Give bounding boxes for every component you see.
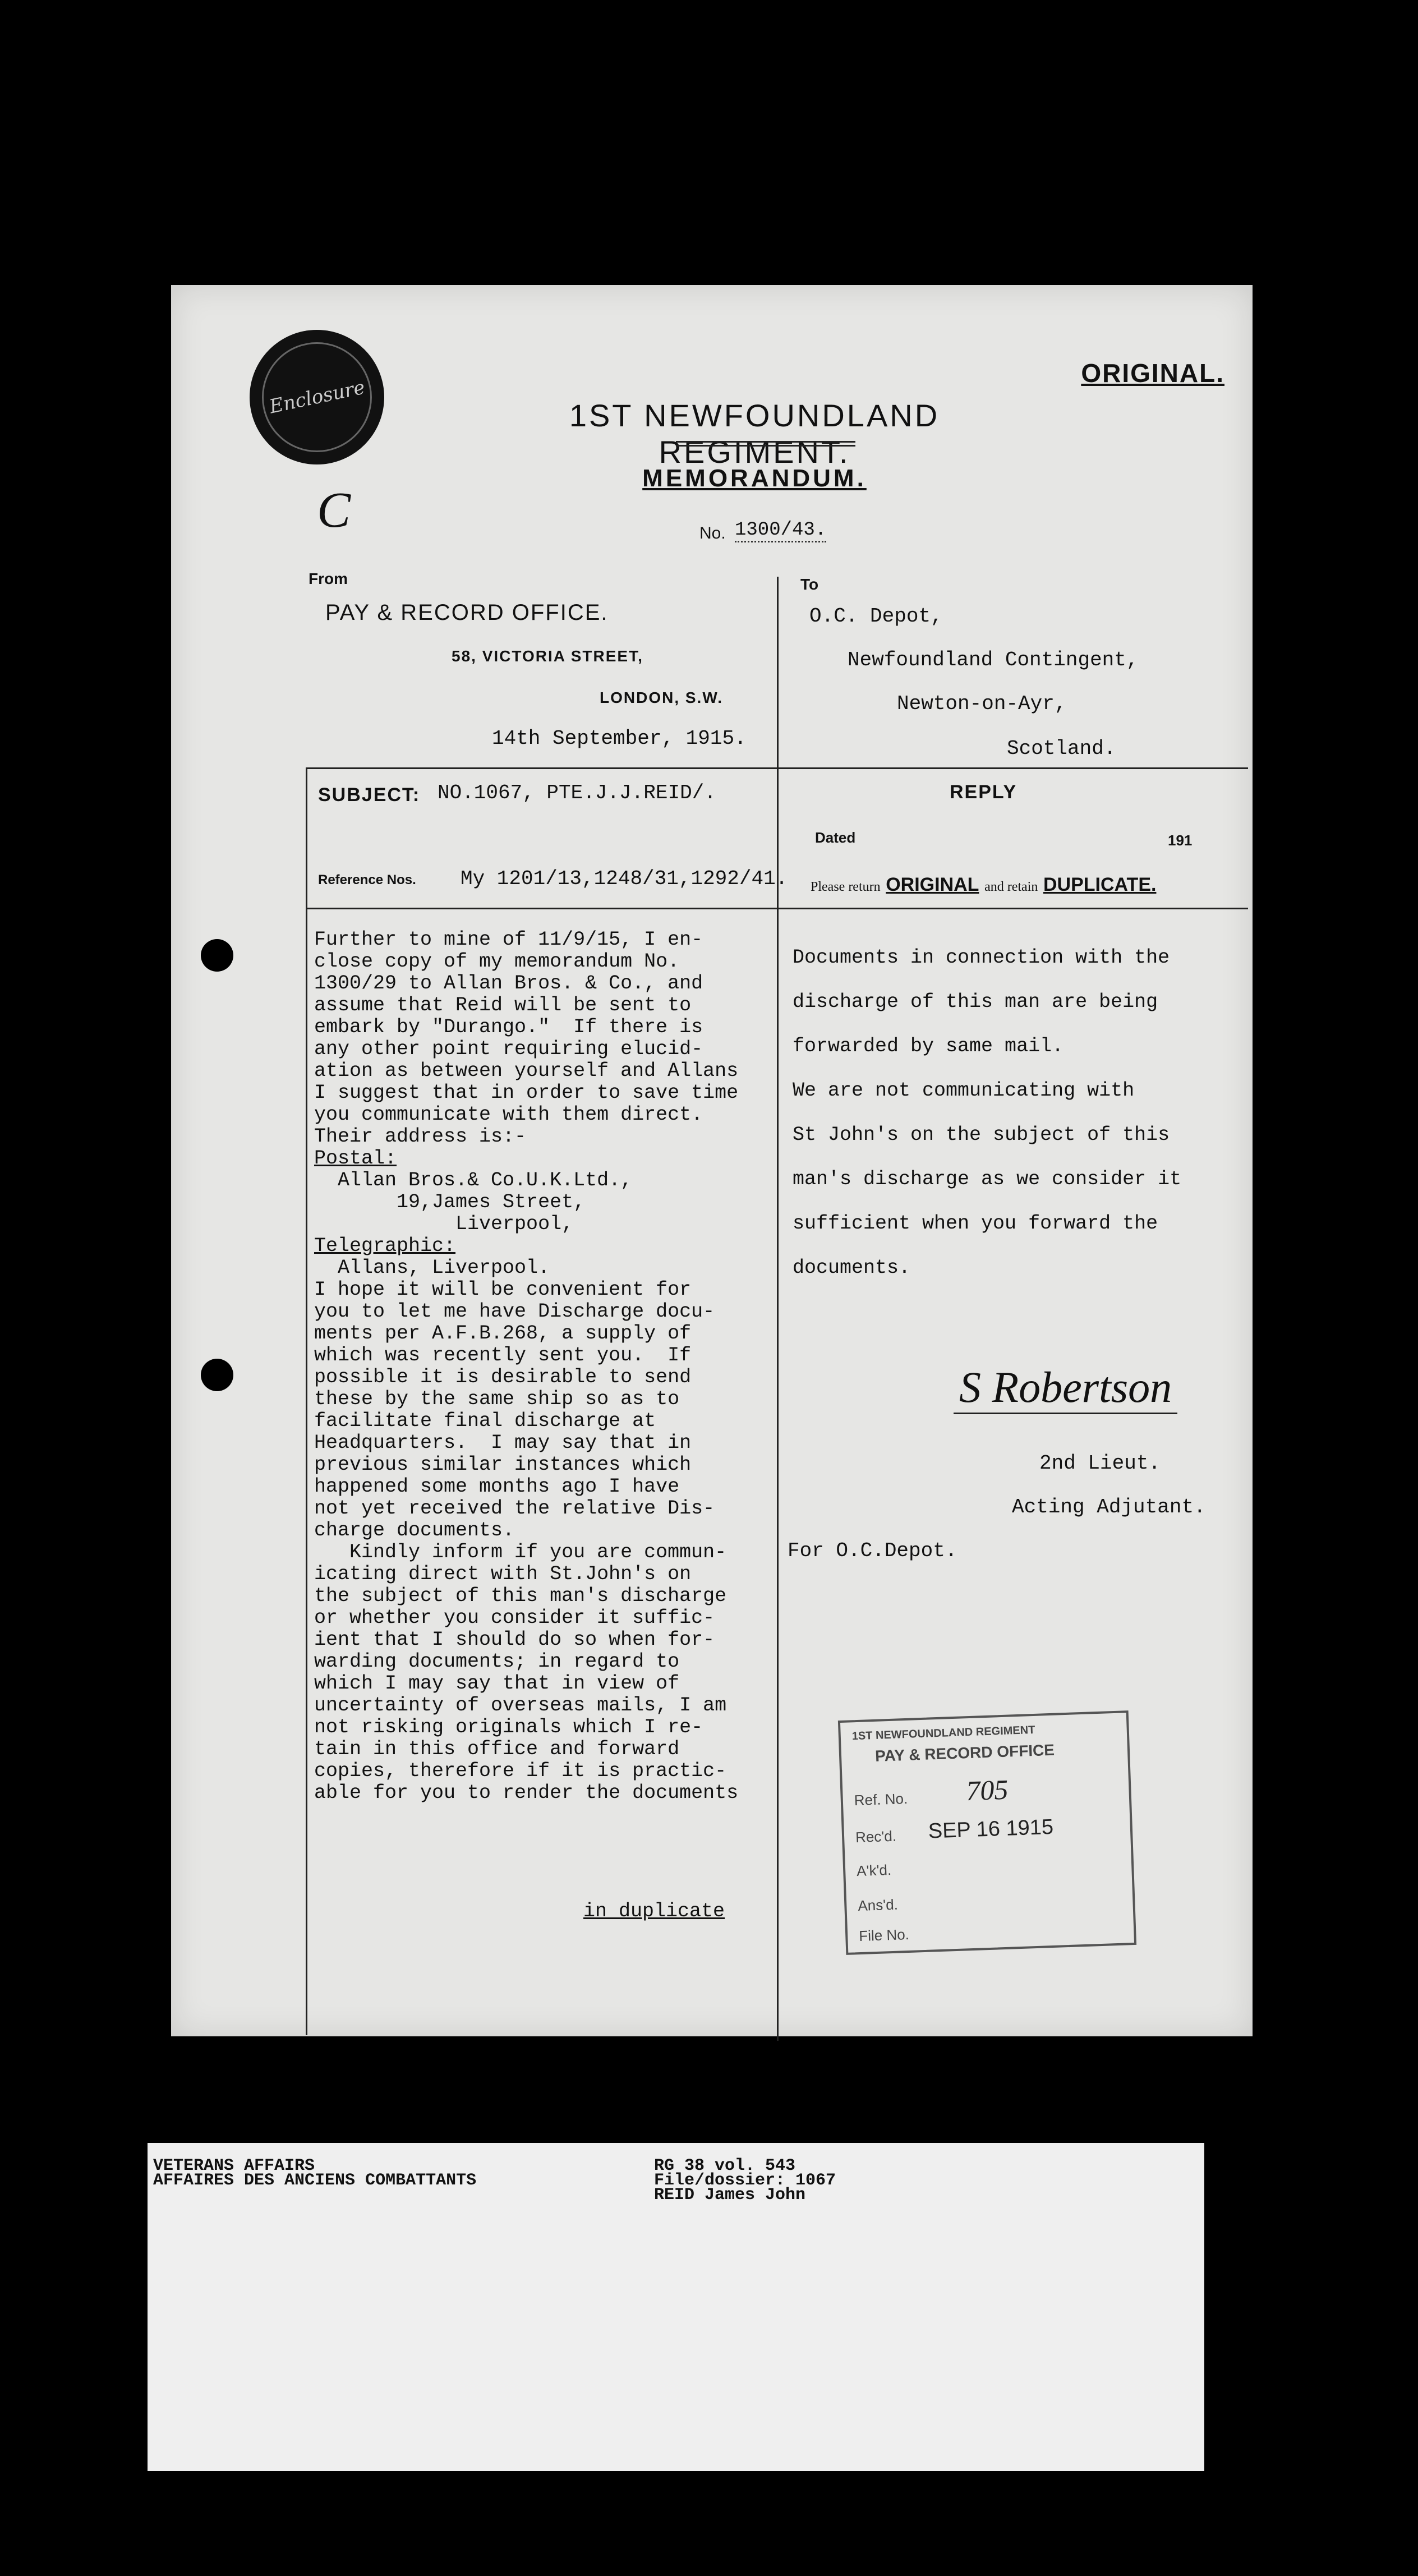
to-line-2: Newfoundland Contingent, (848, 648, 1139, 671)
reply-line: St John's on the subject of this (793, 1124, 1170, 1146)
body-line: Postal: (314, 1147, 397, 1170)
margin-mark: C (317, 482, 351, 538)
body-line: facilitate final discharge at (314, 1410, 656, 1432)
body-line: the subject of this man's discharge (314, 1585, 727, 1607)
body-line: I suggest that in order to save time (314, 1082, 739, 1104)
card-name: REID James John (654, 2186, 806, 2205)
body-line: which I may say that in view of (314, 1672, 680, 1695)
heading-rule (676, 441, 855, 447)
dated-year: 191 (1168, 832, 1193, 849)
memo-sheet (171, 285, 1253, 2036)
body-line: ments per A.F.B.268, a supply of (314, 1322, 692, 1345)
to-line-3: Newton-on-Ayr, (897, 692, 1067, 715)
body-line: previous similar instances which (314, 1453, 692, 1476)
card-file: File/dossier: 1067 (654, 2171, 836, 2190)
punch-hole (201, 939, 233, 972)
archive-card (148, 2143, 1204, 2471)
reply-line: We are not communicating with (793, 1079, 1135, 1102)
body-line: charge documents. (314, 1519, 515, 1542)
body-line: able for you to render the documents (314, 1782, 739, 1804)
enclosure-seal (250, 330, 384, 464)
body-line: Further to mine of 11/9/15, I en- (314, 928, 703, 951)
memo-number: 1300/43. (735, 519, 826, 542)
dated-label: Dated (815, 829, 856, 846)
original-word: ORIGINAL (886, 874, 979, 895)
stamp-header-1: 1ST NEWFOUNDLAND REGIMENT (851, 1723, 1035, 1743)
left-border (306, 767, 307, 2035)
signature-title: Acting Adjutant. (1012, 1496, 1206, 1519)
subject-top-rule (306, 767, 1248, 769)
reply-line: Documents in connection with the (793, 946, 1170, 969)
stamp-recd-label: Rec'd. (855, 1827, 897, 1846)
received-stamp (838, 1710, 1136, 1955)
body-line: you to let me have Discharge docu- (314, 1300, 715, 1323)
to-label: To (800, 576, 819, 593)
in-duplicate: in duplicate (583, 1900, 725, 1922)
subject-value: NO.1067, PTE.J.J.REID/. (438, 781, 716, 804)
please-return-text: Please return (811, 880, 881, 894)
body-line: Telegraphic: (314, 1235, 456, 1257)
body-line: I hope it will be convenient for (314, 1278, 692, 1301)
stamp-ref-label: Ref. No. (854, 1790, 908, 1809)
to-line-1: O.C. Depot, (809, 605, 943, 628)
stamp-recd-value: SEP 16 1915 (928, 1815, 1054, 1843)
body-line: Their address is:- (314, 1125, 527, 1148)
original-label: ORIGINAL. (1081, 358, 1224, 388)
body-line: these by the same ship so as to (314, 1388, 680, 1410)
body-line: not yet received the relative Dis- (314, 1497, 715, 1520)
body-line: Headquarters. I may say that in (314, 1432, 692, 1454)
body-line: Liverpool, (314, 1213, 574, 1235)
center-divider (777, 577, 779, 2041)
body-line: Allan Bros.& Co.U.K.Ltd., (314, 1169, 633, 1192)
card-left-block (153, 2156, 477, 2190)
return-instruction (811, 874, 1156, 896)
memo-body (314, 929, 738, 1804)
stamp-ackd-label: A'k'd. (856, 1861, 892, 1880)
and-retain-text: and retain (984, 880, 1038, 894)
body-line: not risking originals which I re- (314, 1716, 703, 1738)
body-line: Kindly inform if you are commun- (314, 1541, 727, 1563)
reply-line: sufficient when you forward the (793, 1212, 1158, 1235)
body-line: copies, therefore if it is practic- (314, 1760, 727, 1782)
subject-label: SUBJECT: (318, 784, 421, 806)
body-line: ient that I should do so when for- (314, 1629, 715, 1651)
duplicate-word: DUPLICATE. (1043, 874, 1157, 895)
body-line: icating direct with St.John's on (314, 1563, 692, 1585)
seal-ring (262, 342, 372, 452)
from-street: 58, VICTORIA STREET, (452, 647, 643, 665)
regiment-heading: 1ST NEWFOUNDLAND REGIMENT. (569, 398, 940, 470)
body-line: embark by "Durango." If there is (314, 1016, 703, 1038)
from-office: PAY & RECORD OFFICE. (325, 600, 609, 625)
reply-line: discharge of this man are being (793, 991, 1158, 1013)
body-line: 1300/29 to Allan Bros. & Co., and (314, 972, 703, 995)
body-line: you communicate with them direct. (314, 1103, 703, 1126)
body-line: any other point requiring elucid- (314, 1038, 703, 1060)
stamp-ansd-label: Ans'd. (857, 1896, 899, 1915)
body-line: or whether you consider it suffic- (314, 1607, 715, 1629)
reply-line: forwarded by same mail. (793, 1035, 1064, 1057)
to-line-4: Scotland. (1007, 737, 1116, 760)
reply-label: REPLY (950, 781, 1018, 803)
body-line: ation as between yourself and Allans (314, 1060, 739, 1082)
body-line: Allans, Liverpool. (314, 1257, 550, 1279)
reference-value: My 1201/13,1248/31,1292/41. (461, 867, 788, 890)
punch-hole (201, 1359, 233, 1391)
memo-date: 14th September, 1915. (492, 727, 747, 750)
body-line: which was recently sent you. If (314, 1344, 692, 1367)
seal-text: Enclosure (267, 376, 367, 418)
card-agency-en: VETERANS AFFAIRS (153, 2156, 315, 2175)
body-line: uncertainty of overseas mails, I am (314, 1694, 727, 1717)
reply-line: documents. (793, 1257, 911, 1279)
memorandum-title: MEMORANDUM. (642, 464, 867, 492)
from-label: From (309, 570, 348, 587)
signature-rank: 2nd Lieut. (1039, 1452, 1161, 1475)
body-line: happened some months ago I have (314, 1475, 680, 1498)
body-line: 19,James Street, (314, 1191, 586, 1213)
signature: S Robertson (954, 1362, 1177, 1414)
stamp-ref-value: 705 (965, 1773, 1009, 1807)
card-right-block (654, 2156, 836, 2205)
subject-bottom-rule (306, 908, 1248, 909)
for-line: For O.C.Depot. (788, 1539, 957, 1562)
reply-body (793, 936, 1181, 1290)
body-line: possible it is desirable to send (314, 1366, 692, 1388)
stamp-file-label: File No. (858, 1925, 910, 1945)
from-city: LONDON, S.W. (600, 689, 723, 706)
body-line: close copy of my memorandum No. (314, 950, 680, 973)
body-line: tain in this office and forward (314, 1738, 680, 1760)
body-line: assume that Reid will be sent to (314, 994, 692, 1016)
stamp-header-2: PAY & RECORD OFFICE (874, 1741, 1055, 1765)
reference-label: Reference Nos. (318, 872, 416, 887)
body-line: warding documents; in regard to (314, 1650, 680, 1673)
reply-line: man's discharge as we consider it (793, 1168, 1182, 1190)
card-agency-fr: AFFAIRES DES ANCIENS COMBATTANTS (153, 2171, 477, 2190)
memo-number-label: No. (699, 524, 726, 542)
card-volume: RG 38 vol. 543 (654, 2156, 796, 2175)
